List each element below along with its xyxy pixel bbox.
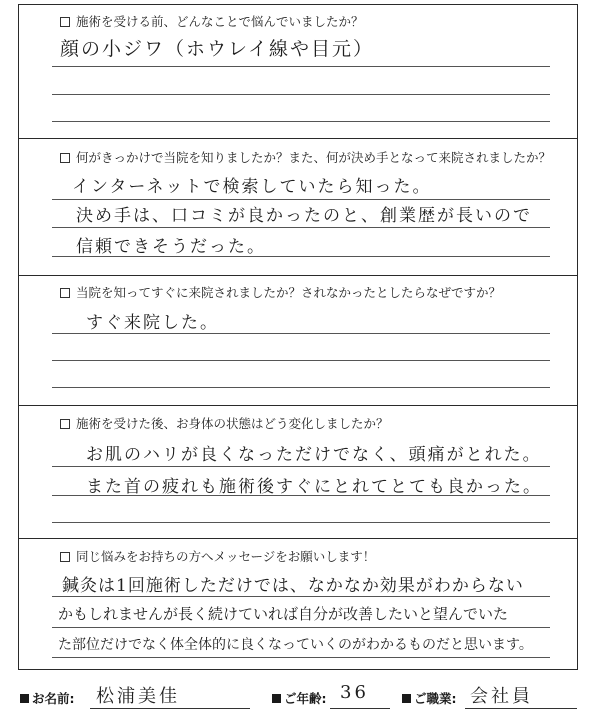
question-4: 施術を受けた後、お身体の状態はどう変化しましたか？ (60, 416, 389, 432)
name-label: お名前: (20, 689, 75, 707)
section-divider (18, 538, 578, 539)
rule (52, 466, 550, 467)
rule (52, 121, 550, 122)
question-5: 同じ悩みをお持ちの方へメッセージをお願いします！ (60, 549, 375, 565)
rule (52, 256, 550, 257)
job-value: 会社員 (470, 686, 533, 707)
answer-1-line-1: 顔の小ジワ（ホウレイ線や目元） (60, 38, 375, 60)
checkbox-icon (60, 153, 70, 163)
rule (52, 199, 550, 200)
answer-2-line-2: 決め手は、口コミが良かったのと、創業歴が長いので (76, 206, 532, 226)
checkbox-icon (60, 17, 70, 27)
section-divider (18, 138, 578, 139)
checkbox-icon (60, 288, 70, 298)
job-underline (465, 708, 577, 709)
name-value: 松浦美佳 (96, 686, 180, 707)
rule (52, 522, 550, 523)
answer-5-line-1: 鍼灸は1回施術しただけでは、なかなか効果がわからない (62, 576, 524, 596)
rule (52, 94, 550, 95)
answer-5-line-2: かもしれませんが長く続けていれば自分が改善したいと望んでいた (58, 605, 509, 623)
rule (52, 596, 550, 597)
rule (52, 333, 550, 334)
answer-4-line-1: お肌のハリが良くなっただけでなく、頭痛がとれた。 (86, 445, 542, 465)
rule (52, 627, 550, 628)
answer-5-line-3: た部位だけでなく体全体的に良くなっていくのがわかるものだと思います。 (58, 637, 533, 653)
question-2: 何がきっかけで当院を知りましたか？また、何が決め手となって来院されましたか？ (60, 150, 551, 166)
name-underline (90, 708, 250, 709)
answer-2-line-3: 信頼できそうだった。 (76, 237, 266, 257)
rule (52, 495, 550, 496)
rule (52, 227, 550, 228)
age-value: 36 (340, 682, 369, 703)
question-3: 当院を知ってすぐに来院されましたか？されなかったとしたらなぜですか？ (60, 285, 501, 301)
square-bullet-icon (272, 694, 281, 703)
square-bullet-icon (402, 694, 411, 703)
rule (52, 657, 550, 658)
age-label: ご年齢: (272, 689, 327, 707)
section-divider (18, 405, 578, 406)
rule (52, 387, 550, 388)
checkbox-icon (60, 419, 70, 429)
answer-3-line-1: すぐ来院した。 (86, 313, 219, 333)
square-bullet-icon (20, 694, 29, 703)
rule (52, 360, 550, 361)
rule (52, 66, 550, 67)
section-divider (18, 275, 578, 276)
job-label: ご職業: (402, 689, 457, 707)
question-1: 施術を受ける前、どんなことで悩んでいましたか？ (60, 14, 364, 30)
checkbox-icon (60, 552, 70, 562)
age-underline (330, 708, 390, 709)
footer (0, 684, 600, 714)
answer-2-line-1: インターネットで検索していたら知った。 (72, 177, 432, 197)
answer-4-line-2: また首の疲れも施術後すぐにとれてとても良かった。 (86, 477, 542, 497)
